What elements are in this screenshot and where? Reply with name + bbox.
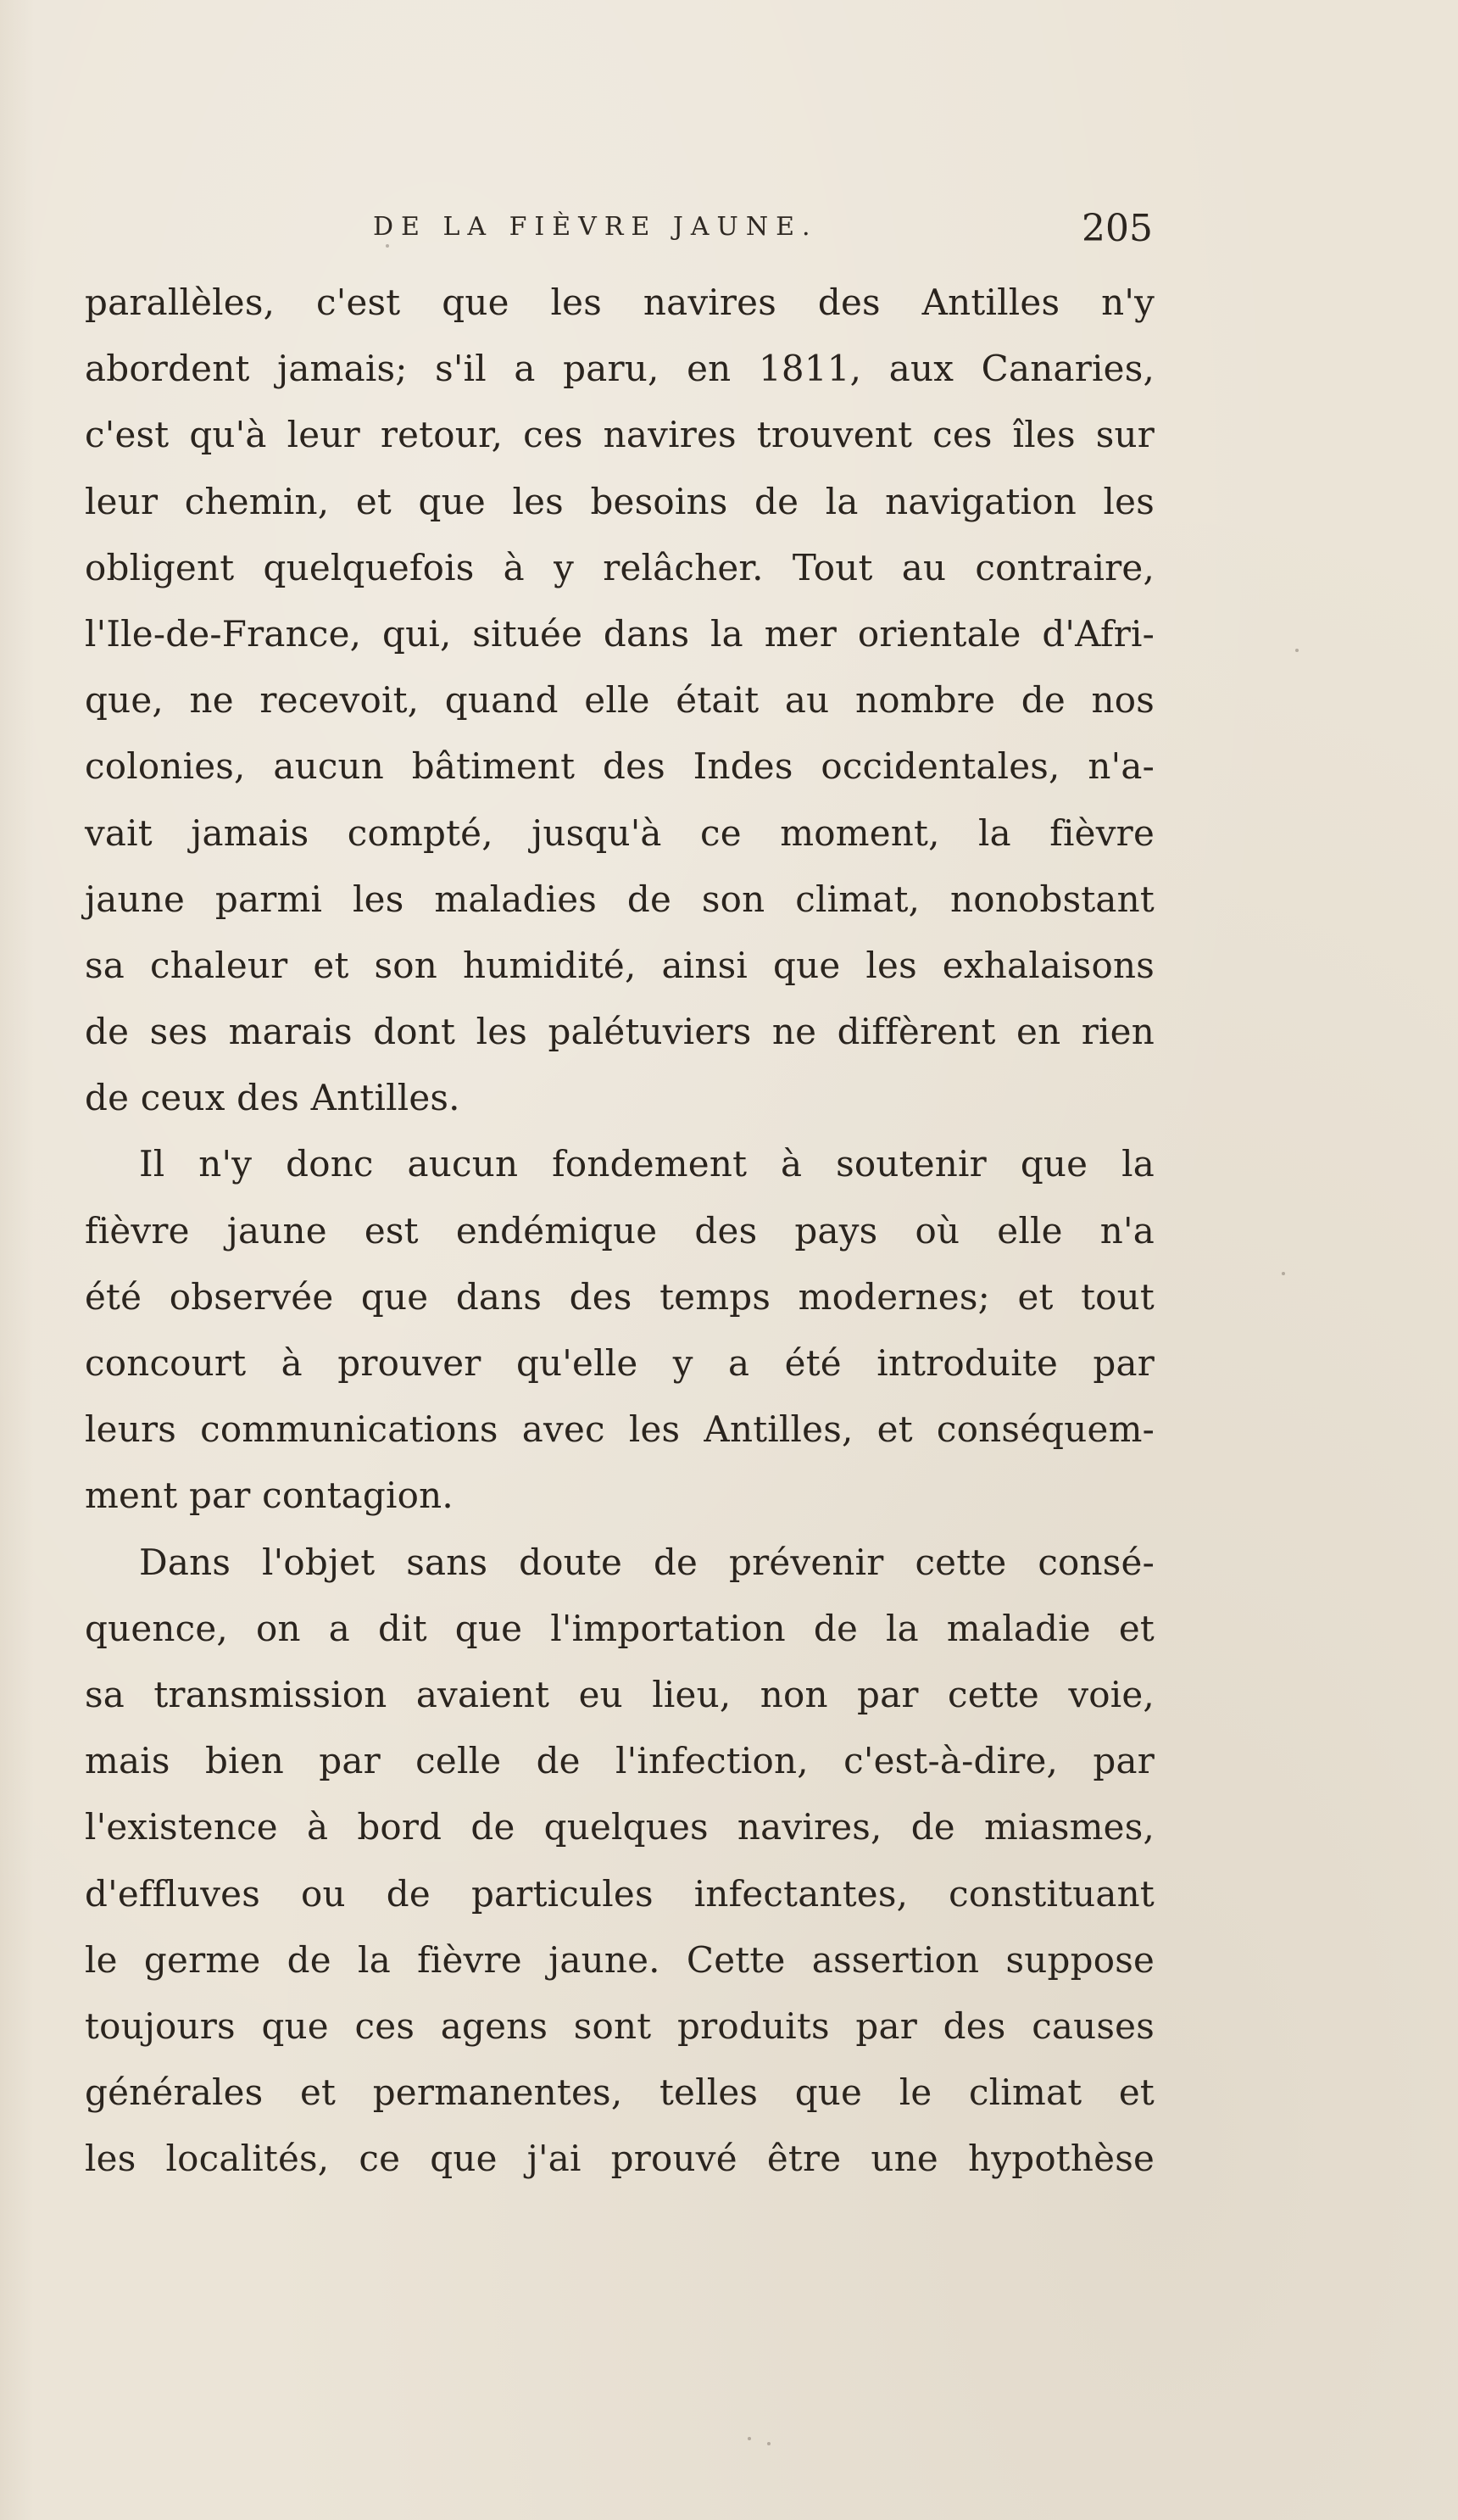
text-line: leur chemin, et que les besoins de la navigation les	[85, 480, 1155, 522]
text-line: obligent quelquefois à y relâcher. Tout au contraire,	[85, 546, 1155, 588]
text-line: de ses marais dont les palétuviers ne diffèrent en rien	[85, 1011, 1155, 1053]
text-line: générales et permanentes, telles que le climat et	[85, 2071, 1155, 2114]
text-line: fièvre jaune est endémique des pays où elle n'a	[85, 1209, 1155, 1252]
text-line: que, ne recevoit, quand elle était au nombre de nos	[85, 679, 1155, 722]
ink-speck	[1282, 1272, 1285, 1275]
running-head	[364, 207, 1153, 258]
text-line: concourt à prouver qu'elle y a été introduite par	[85, 1342, 1155, 1384]
text-line: parallèles, c'est que les navires des Antilles n'y	[85, 282, 1155, 323]
text-line: l'existence à bord de quelques navires, de miasmes,	[85, 1806, 1155, 1848]
text-line: c'est qu'à leur retour, ces navires trouvent ces îles sur	[85, 414, 1155, 456]
text-line: de ceux des Antilles.	[85, 1077, 460, 1119]
text-line: Dans l'objet sans doute de prévenir cette consé-	[139, 1541, 1155, 1583]
text-line: quence, on a dit que l'importation de la maladie et	[85, 1607, 1155, 1649]
text-line: toujours que ces agens sont produits par des causes	[85, 2004, 1155, 2047]
body-text	[85, 270, 1155, 2192]
page-number: 205	[1082, 207, 1153, 250]
text-line: le germe de la fièvre jaune. Cette assertion suppose	[85, 1938, 1155, 1981]
ink-speck	[767, 2442, 771, 2445]
ink-speck	[748, 2437, 751, 2440]
text-line: Il n'y donc aucun fondement à soutenir que la	[139, 1143, 1155, 1185]
text-line: jaune parmi les maladies de son climat, nonobstant	[85, 878, 1155, 920]
ink-speck	[1295, 649, 1299, 652]
text-line: les localités, ce que j'ai prouvé être une hypothèse	[85, 2138, 1155, 2180]
running-title: DE LA FIÈVRE JAUNE.	[373, 212, 818, 242]
paragraph-1	[85, 270, 1155, 1131]
text-line: mais bien par celle de l'infection, c'est-à-dire, par	[85, 1740, 1155, 1782]
text-line: leurs communications avec les Antilles, et conséquem-	[85, 1408, 1155, 1451]
text-line: abordent jamais; s'il a paru, en 1811, aux Canaries,	[85, 348, 1155, 390]
text-line: sa chaleur et son humidité, ainsi que les exhalaisons	[85, 944, 1155, 986]
text-line: sa transmission avaient eu lieu, non par cette voie,	[85, 1673, 1155, 1715]
paragraph-2	[85, 1131, 1155, 1529]
text-line: l'Ile-de-France, qui, située dans la mer orientale d'Afri-	[85, 612, 1155, 655]
text-line: ment par contagion.	[85, 1475, 454, 1517]
paragraph-3	[85, 1530, 1155, 2193]
text-line: colonies, aucun bâtiment des Indes occidentales, n'a-	[85, 745, 1155, 788]
text-line: vait jamais compté, jusqu'à ce moment, la fièvre	[85, 811, 1155, 854]
text-line: été observée que dans des temps modernes; et tout	[85, 1275, 1155, 1318]
text-line: d'effluves ou de particules infectantes, constituant	[85, 1872, 1155, 1915]
